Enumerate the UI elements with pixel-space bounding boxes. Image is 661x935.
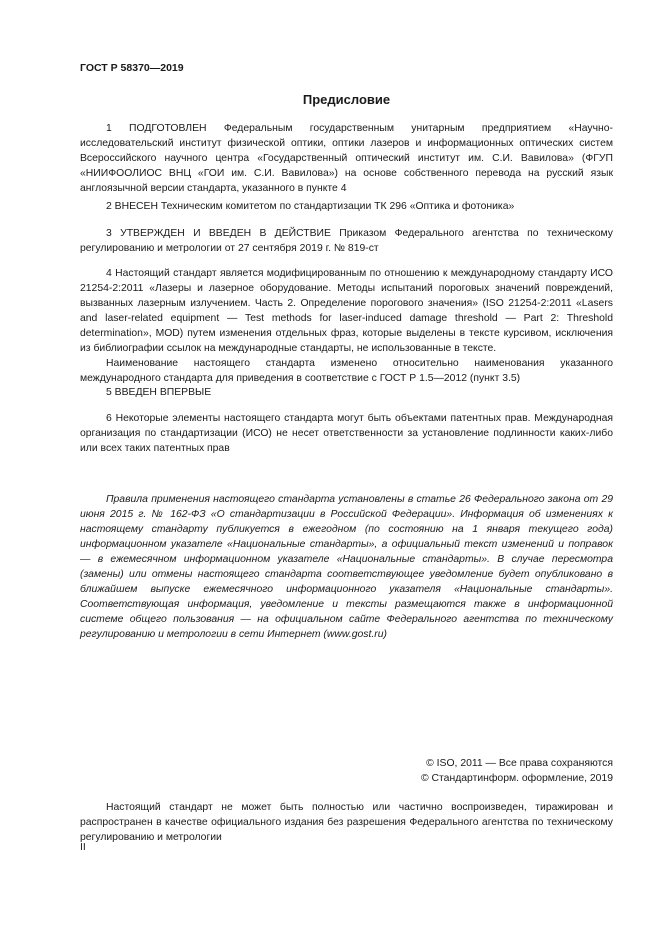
reproduction-notice xyxy=(80,800,613,845)
section-3-text: 3 УТВЕРЖДЕН И ВВЕДЕН В ДЕЙСТВИЕ Приказом Федерального агентства по техническому регулированию и метрологии от 27 сентября 2019 г. № 819-ст xyxy=(80,228,613,254)
copyright-publisher: © Стандартинформ. оформление, 2019 xyxy=(420,773,613,784)
copyright-block xyxy=(421,756,613,786)
section-6 xyxy=(80,411,613,456)
section-2 xyxy=(80,199,613,214)
section-4 xyxy=(80,266,613,386)
section-1-text: 1 ПОДГОТОВЛЕН Федеральным государственным унитарным предприятием «Научно-исследовательский институт физической оптики, оптики лазеров и информационных оптических систем Всероссийского научного центра «Государственный оптический институт им. С.И. Вавилова» (ФГУП «НИИФООЛИОС ВНЦ «ГОИ им. С.И. Вавилова») на основе собственного перевода на русский язык англоязычной версии стандарта, указанного в пункте 4 xyxy=(80,123,613,194)
rules-notice xyxy=(80,492,613,642)
copyright-iso: © ISO, 2011 — Все права сохраняются xyxy=(426,758,613,769)
section-4-text-2: Наименование настоящего стандарта изменено относительно наименования указанного международного стандарта для приведения в соответствие с ГОСТ Р 1.5—2012 (пункт 3.5) xyxy=(80,358,613,384)
section-5 xyxy=(80,385,613,400)
section-4-text: 4 Настоящий стандарт является модифицированным по отношению к международному стандарту ИСО 21254-2:2011 «Лазеры и лазерное оборудование. Методы испытаний пороговых значений повреждений, вызванных лазерным излучением. Часть 2. Определение порогового значения» (ISO 21254-2:2011 «Lasers and laser-related equipment — Test methods for laser-induced damage threshold — Part 2: Threshold determination», MOD) путем изменения отдельных фраз, которые выделены в тексте курсивом, исключения из библиографии ссылок на международные стандарты, не использованные в тексте. xyxy=(80,268,613,354)
page-number: II xyxy=(80,842,86,853)
section-3 xyxy=(80,226,613,256)
reproduction-notice-text: Настоящий стандарт не может быть полностью или частично воспроизведен, тиражирован и распространен в качестве официального издания без разрешения Федерального агентства по техническому регулированию и метрологии xyxy=(80,802,613,843)
standard-id-header: ГОСТ Р 58370—2019 xyxy=(80,62,184,74)
section-1 xyxy=(80,121,613,196)
section-6-text: 6 Некоторые элементы настоящего стандарта могут быть объектами патентных прав. Международная организация по стандартизации (ИСО) не несет ответственности за установление подлинности каких-либо или всех таких патентных прав xyxy=(80,413,613,454)
rules-notice-text: Правила применения настоящего стандарта установлены в статье 26 Федерального закона от 29 июня 2015 г. № 162-ФЗ «О стандартизации в Российской Федерации». Информация об изменениях к настоящему стандарту публикуется в ежегодном (по состоянию на 1 января текущего года) информационном указателе «Национальные стандарты», а официальный текст изменений и поправок — в ежемесячном информационном указателе «Национальные стандарты». В случае пересмотра (замены) или отмены настоящего стандарта соответствующее уведомление будет опубликовано в ближайшем выпуске ежемесячного информационного указателя «Национальные стандарты». Соответствующая информация, уведомление и тексты размещаются также в информационной системе общего пользования — на официальном сайте Федерального агентства по техническому регулированию и метрологии в сети Интернет (www.gost.ru) xyxy=(80,494,613,640)
page-title: Предисловие xyxy=(302,92,391,107)
section-2-text: 2 ВНЕСЕН Техническим комитетом по стандартизации ТК 296 «Оптика и фотоника» xyxy=(106,201,515,212)
section-5-text: 5 ВВЕДЕН ВПЕРВЫЕ xyxy=(106,387,212,398)
